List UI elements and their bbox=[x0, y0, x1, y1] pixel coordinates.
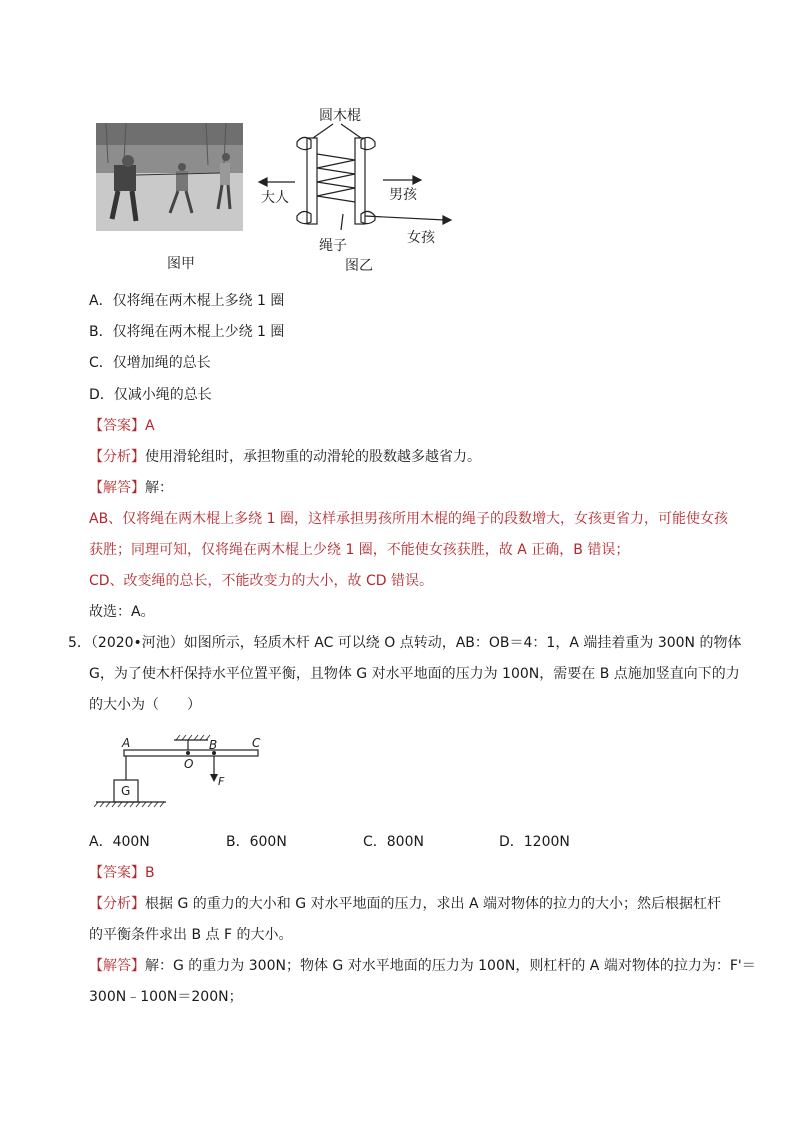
q4-solution-line-2: 获胜；同理可知，仅将绳在两木棍上少绕 1 圈，不能使女孩获胜，故 A 正确，B 错误； bbox=[89, 542, 630, 558]
q5-solution-line-2: 300N﹣100N＝200N； bbox=[89, 989, 243, 1005]
q4-option-b: B．仅将绳在两木棍上少绕 1 圈 bbox=[89, 324, 285, 340]
lever-label-b: B bbox=[209, 738, 218, 752]
diagram-rope-sticks bbox=[255, 102, 465, 277]
q4-answer-tag: 【答案】 bbox=[89, 418, 145, 434]
q5-solution-tag: 【解答】 bbox=[89, 958, 145, 974]
lever-label-o: O bbox=[184, 757, 194, 771]
q5-stem-line-3: 的大小为（ ） bbox=[89, 697, 201, 713]
q5-analysis-line-2: 的平衡条件求出 B 点 F 的大小。 bbox=[89, 927, 293, 943]
caption-figure-left: 图甲 bbox=[167, 256, 195, 272]
q5-stem-line-1: 5．（2020•河池）如图所示，轻质木杆 AC 可以绕 O 点转动，AB：OB＝4：1，A 端挂着重为 300N 的物体 bbox=[68, 635, 742, 651]
lever-label-f: F bbox=[218, 775, 225, 788]
q4-answer-row bbox=[89, 416, 155, 436]
q5-answer-row bbox=[89, 863, 155, 883]
q4-solution-row bbox=[89, 478, 173, 498]
q5-option-a: A．400N bbox=[89, 834, 150, 850]
q5-option-b: B．600N bbox=[226, 834, 287, 850]
q4-option-c: C．仅增加绳的总长 bbox=[89, 355, 211, 371]
label-adult: 大人 bbox=[261, 190, 289, 206]
photo-illustration bbox=[96, 123, 243, 231]
q4-analysis-tag: 【分析】 bbox=[89, 449, 145, 465]
label-rope: 绳子 bbox=[319, 238, 347, 254]
q4-conclusion: 故选：A。 bbox=[89, 604, 155, 620]
q4-solution-tag: 【解答】 bbox=[89, 480, 145, 496]
q5-option-c: C．800N bbox=[363, 834, 424, 850]
diagram-lever bbox=[92, 732, 272, 812]
q5-answer-tag: 【答案】 bbox=[89, 865, 145, 881]
label-stick: 圆木棍 bbox=[319, 108, 361, 124]
q5-analysis-line-1: 根据 G 的重力的大小和 G 对水平地面的压力，求出 A 端对物体的拉力的大小；然后根据杠杆 bbox=[145, 896, 721, 912]
q5-solution-line-1: 解：G 的重力为 300N；物体 G 对水平地面的压力为 100N，则杠杆的 A 端对物体的拉力为：F'＝ bbox=[145, 958, 756, 974]
q5-stem-line-2: G，为了使木杆保持水平位置平衡，且物体 G 对水平地面的压力为 100N，需要在 B 点施加竖直向下的力 bbox=[89, 666, 740, 682]
label-boy: 男孩 bbox=[389, 187, 417, 203]
q5-solution-row-1 bbox=[89, 956, 756, 976]
q4-solution-head: 解： bbox=[145, 480, 173, 496]
q5-option-d: D．1200N bbox=[499, 834, 570, 850]
q4-option-d: D．仅减小绳的总长 bbox=[89, 387, 212, 403]
lever-label-g: G bbox=[121, 784, 131, 798]
q4-analysis-text: 使用滑轮组时，承担物重的动滑轮的股数越多越省力。 bbox=[145, 449, 481, 465]
lever-label-c: C bbox=[252, 736, 261, 750]
q5-analysis-row-1 bbox=[89, 894, 721, 914]
caption-figure-right: 图乙 bbox=[345, 258, 373, 274]
label-girl: 女孩 bbox=[407, 230, 435, 246]
q5-analysis-tag: 【分析】 bbox=[89, 896, 145, 912]
lever-label-a: A bbox=[122, 736, 131, 750]
q4-answer-value: A bbox=[145, 418, 155, 434]
q4-solution-line-3: CD、改变绳的总长，不能改变力的大小，故 CD 错误。 bbox=[89, 573, 434, 589]
photo-tug-of-war bbox=[96, 123, 243, 231]
q4-analysis-row bbox=[89, 447, 481, 467]
q5-answer-value: B bbox=[145, 865, 155, 881]
q4-solution-line-1: AB、仅将绳在两木棍上多绕 1 圈，这样承担男孩所用木棍的绳子的段数增大，女孩更省力，可能使女孩 bbox=[89, 511, 728, 527]
q4-option-a: A．仅将绳在两木棍上多绕 1 圈 bbox=[89, 293, 285, 309]
